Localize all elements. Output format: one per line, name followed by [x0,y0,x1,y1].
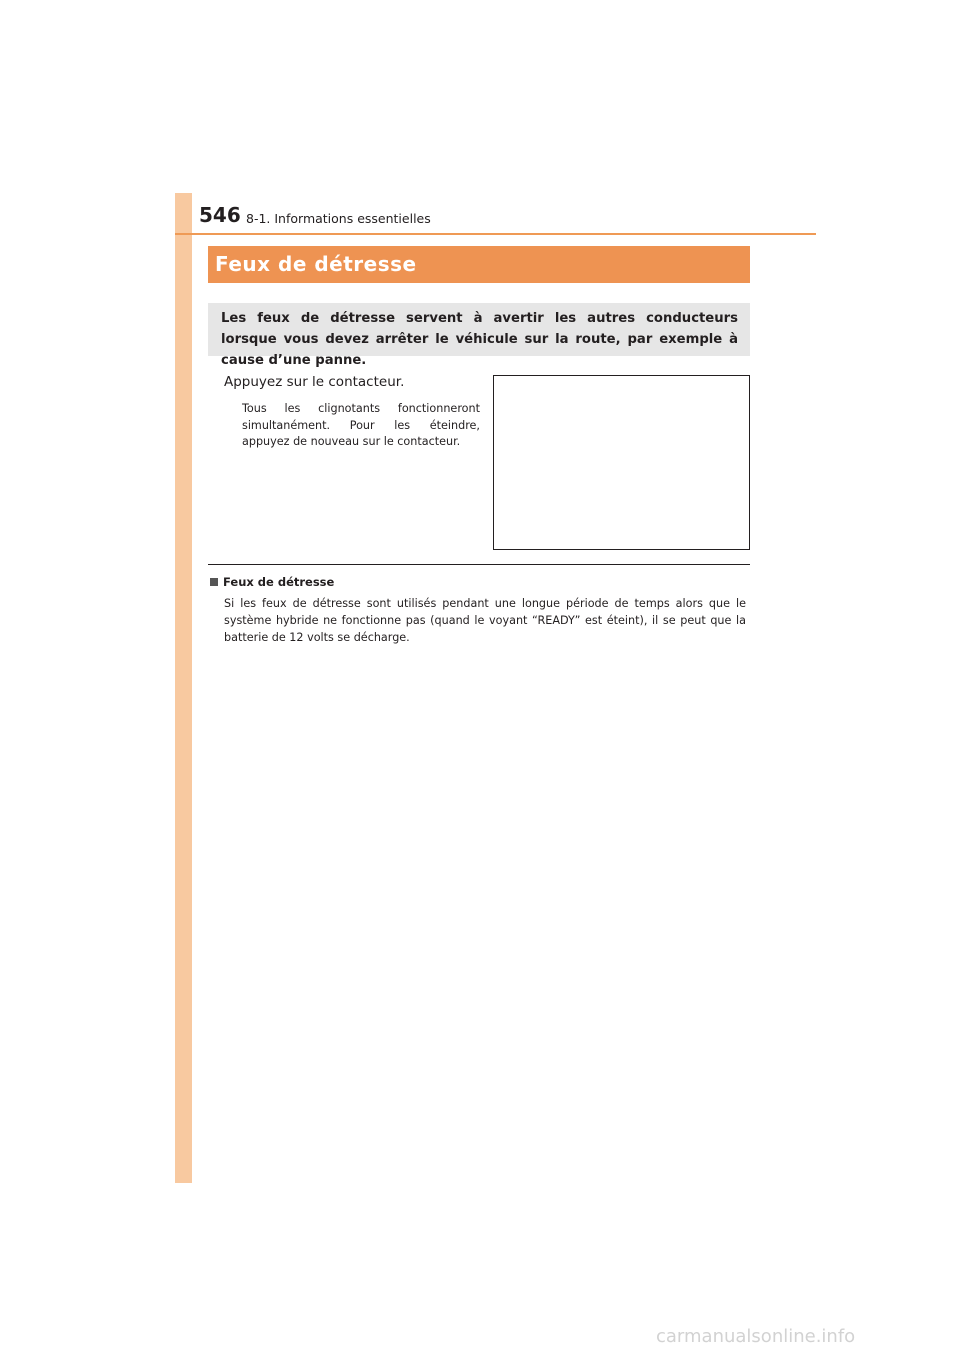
step-note: Tous les clignotants fonctionneront simultanément. Pour les éteindre, appuyez de nouveau sur le contacteur. [242,402,480,448]
page-number: 546 [199,203,241,227]
section-divider [208,564,750,565]
illustration-frame [493,375,750,550]
watermark: carmanualsonline.info [656,1326,856,1347]
square-bullet-icon [210,578,218,586]
intro-box: Les feux de détresse servent à avertir les autres conducteurs lorsque vous devez arrêter le véhicule sur la route, par exemple à cause d’une panne. [208,303,750,356]
note-body: Si les feux de détresse sont utilisés pendant une longue période de temps alors que le système hybride ne fonctionne pas (quand le voyant “READY” est éteint), il se peut que la batterie de 12 volts se décharge. [224,597,746,644]
section-title: Feux de détresse [215,252,417,276]
section-banner [208,246,750,283]
header-divider [175,233,816,235]
note-heading-text: Feux de détresse [223,575,335,589]
step-instruction: Appuyez sur le contacteur. [224,374,405,390]
note-heading [210,575,334,589]
side-color-strip [175,193,192,1183]
chapter-title: 8-1. Informations essentielles [246,211,431,226]
